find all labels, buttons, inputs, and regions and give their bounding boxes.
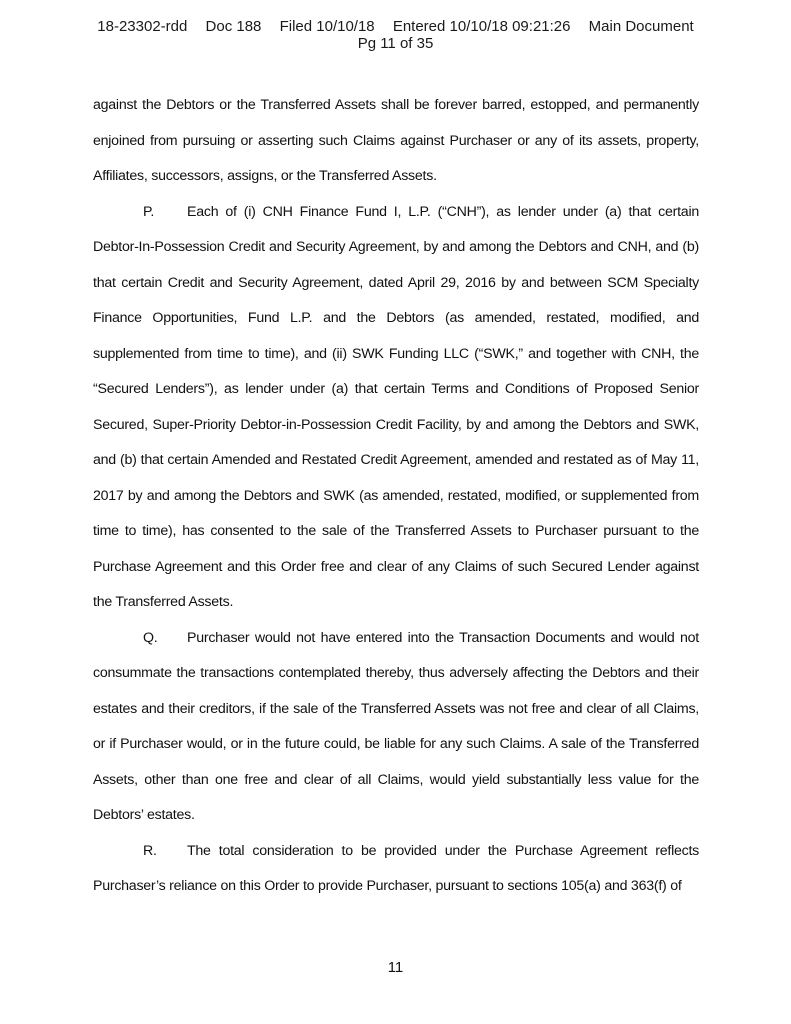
filing-header-line xyxy=(0,18,791,35)
paragraph-q xyxy=(93,621,699,834)
page-number: 11 xyxy=(387,959,404,976)
document-body xyxy=(93,88,699,905)
main-document-label: Main Document xyxy=(588,18,694,35)
paragraph-text: The total consideration to be provided under the Purchase Agreement reflects Purchaser’s reliance on this Order to provide Purchaser, pursuant to sections 105(a) and 363(f) of xyxy=(93,842,699,894)
case-number: 18-23302-rdd xyxy=(97,18,188,35)
paragraph-text: Each of (i) CNH Finance Fund I, L.P. (“CNH”), as lender under (a) that certain Debtor-In-Possession Credit and Security Agreement, by and among the Debtors and CNH, and (b) that certain Credit and Security Agreement, dated April 29, 2016 by and between SCM Specialty Finance Opportunities, Fund L.P. and the Debtors (as amended, restated, modified, and supplemented from time to time), and (ii) SWK Funding LLC (“SWK,” and together with CNH, the “Secured Lenders”), as lender under (a) that certain Terms and Conditions of Proposed Senior Secured, Super-Priority Debtor-in-Possession Credit Facility, by and among the Debtors and SWK, and (b) that certain Amended and Restated Credit Agreement, amended and restated as of May 11, 2017 by and among the Debtors and SWK (as amended, restated, modified, or supplemented from time to time), has consented to the sale of the Transferred Assets to Purchaser pursuant to the Purchase Agreement and this Order free and clear of any Claims of such Secured Lender against the Transferred Assets. xyxy=(93,203,699,610)
filed-date: Filed 10/10/18 xyxy=(279,18,375,35)
paragraph-p xyxy=(93,195,699,621)
entered-date: Entered 10/10/18 09:21:26 xyxy=(392,18,571,35)
filing-header xyxy=(0,18,791,52)
paragraph-label: P. xyxy=(143,203,155,220)
continuation-paragraph: against the Debtors or the Transferred Assets shall be forever barred, estopped, and permanently enjoined from pursuing or asserting such Claims against Purchaser or any of its assets, property, Affiliates, successors, assigns, or the Transferred Assets. xyxy=(93,97,699,184)
page-of-label: Pg 11 of 35 xyxy=(357,35,434,52)
paragraph-label: Q. xyxy=(143,629,158,646)
paragraph-label: R. xyxy=(143,842,157,859)
paragraph-text: Purchaser would not have entered into the Transaction Documents and would not consummate the transactions contemplated thereby, thus adversely affecting the Debtors and their estates and their creditors, if the sale of the Transferred Assets was not free and clear of all Claims, or if Purchaser would, or in the future could, be liable for any such Claims. A sale of the Transferred Assets, other than one free and clear of all Claims, would yield substantially less value for the Debtors’ estates. xyxy=(93,629,699,823)
doc-number: Doc 188 xyxy=(205,18,262,35)
paragraph-r xyxy=(93,834,699,905)
